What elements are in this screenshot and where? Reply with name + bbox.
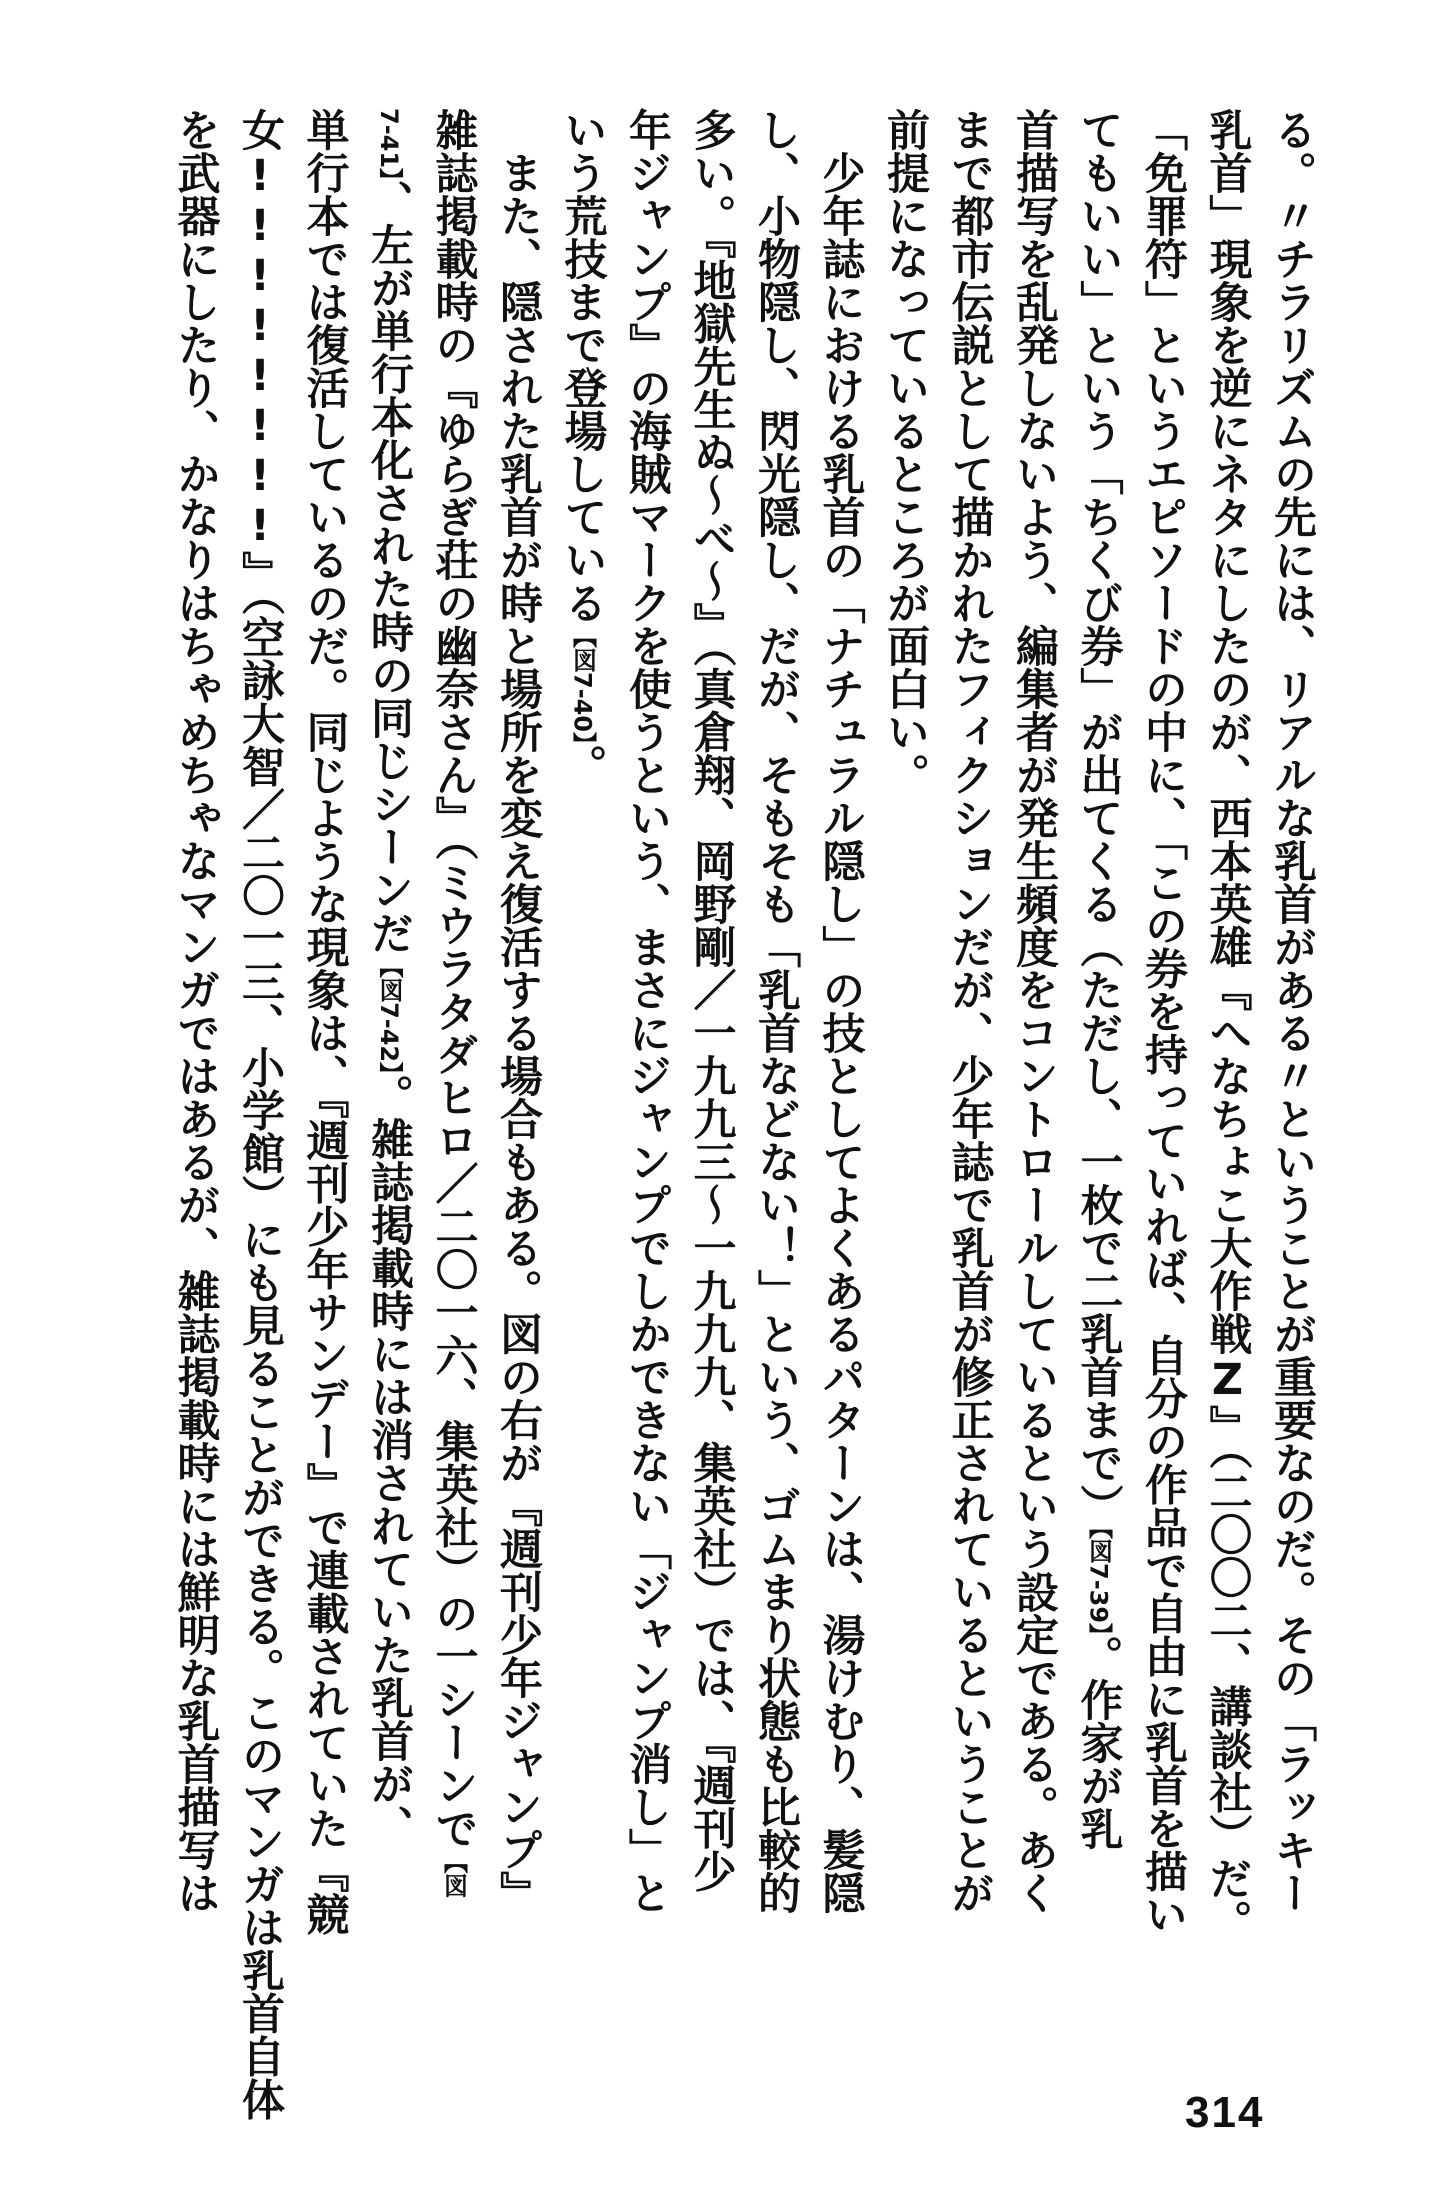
text-line bbox=[1002, 108, 1067, 1914]
text-line bbox=[808, 108, 873, 1914]
text-segment: まで都市伝説として描かれたフィクションだが、少年誌で乳首が修正されているということが bbox=[944, 108, 995, 1914]
text-segment: し、小物隠し、閃光隠し、だが、そもそも「乳首などない！」という、ゴムまり状態も比較的 bbox=[751, 108, 801, 1914]
text-segment: 、左が単行本化された時の同じシーンだ bbox=[364, 180, 414, 955]
text-line bbox=[228, 108, 293, 2121]
figure-reference: 7-41】 bbox=[375, 108, 403, 181]
text-line bbox=[744, 108, 809, 1914]
text-line bbox=[873, 108, 938, 1868]
text-segment: 少年誌における乳首の「ナチュラル隠し」の技としてよくあるパターンは、湯けむり、髪隠 bbox=[815, 108, 866, 1914]
page-number: 314 bbox=[1185, 2088, 1265, 2137]
text-segment: る。〃チラリズムの先には、リアルな乳首がある〃ということが重要なのだ。その「ラッキー bbox=[1267, 108, 1317, 1914]
text-line bbox=[357, 108, 422, 1868]
text-line bbox=[1131, 108, 1196, 1936]
text-line bbox=[937, 108, 1002, 1914]
figure-reference: 【図7-40】 bbox=[568, 624, 597, 745]
figure-reference: 【図7-39】 bbox=[1084, 1527, 1113, 1636]
text-segment: 女!!!!!!!!』（空詠大智／二〇一三、小学館）にも見ることができる。このマンガは乳首自体 bbox=[235, 108, 285, 2121]
text-segment: 乳首」現象を逆にネタにしたのが、西本英雄『へなちょこ大作戦Z』（二〇〇二、講談社）だ。 bbox=[1202, 108, 1253, 1943]
text-line bbox=[550, 108, 615, 1868]
text-line bbox=[421, 108, 486, 1898]
text-line bbox=[163, 108, 228, 1914]
text-segment: 「免罪符」というエピソードの中に、「この券を持っていれば、自分の作品で自由に乳首を描い bbox=[1138, 108, 1188, 1936]
text-segment: 。作家が乳 bbox=[1073, 1635, 1124, 1851]
text-line bbox=[615, 108, 680, 1914]
text-segment: 年ジャンプ』の海賊マークを使うという、まさにジャンプでしかできない「ジャンプ消し」と bbox=[622, 108, 672, 1914]
text-segment: てもいい」という「ちくび券」が出てくる（ただし、一枚で二乳首まで） bbox=[1073, 108, 1124, 1527]
text-segment: 。雑誌掲載時には消されていた乳首が、 bbox=[364, 1074, 414, 1849]
text-line bbox=[1195, 108, 1260, 1943]
text-segment: また、隠された乳首が時と場所を変え復活する場合もある。図の右が『週刊少年ジャンプ』 bbox=[493, 108, 543, 1914]
text-line bbox=[679, 108, 744, 1893]
text-segment: 雑誌掲載時の『ゆらぎ荘の幽奈さん』（ミウラタダヒロ／二〇一六、集英社）の一シーンで bbox=[428, 108, 479, 1850]
text-segment: 前提になっているところが面白い。 bbox=[880, 108, 930, 796]
figure-reference: 【図 bbox=[439, 1849, 468, 1898]
text-line bbox=[486, 108, 551, 1914]
text-segment: 単行本では復活しているのだ。同じような現象は、『週刊少年サンデー』で連載されていた『競 bbox=[299, 108, 350, 1936]
text-segment: 首描写を乱発しないよう、編集者が発生頻度をコントロールしているという設定である。あく bbox=[1009, 108, 1059, 1914]
text-segment: 。 bbox=[557, 744, 608, 788]
text-line bbox=[1260, 108, 1325, 1914]
text-line bbox=[1066, 108, 1131, 1868]
text-segment: を武器にしたり、かなりはちゃめちゃなマンガではあるが、雑誌掲載時には鮮明な乳首描写は bbox=[170, 108, 221, 1914]
text-line bbox=[292, 108, 357, 1936]
text-segment: いう荒技まで登場している bbox=[557, 108, 608, 624]
figure-reference: 【図7-42】 bbox=[375, 954, 403, 1075]
text-segment: 多い。『地獄先生ぬ～べ～』（真倉翔、岡野剛／一九九三～一九九九、集英社）では、『週刊少 bbox=[686, 108, 737, 1893]
